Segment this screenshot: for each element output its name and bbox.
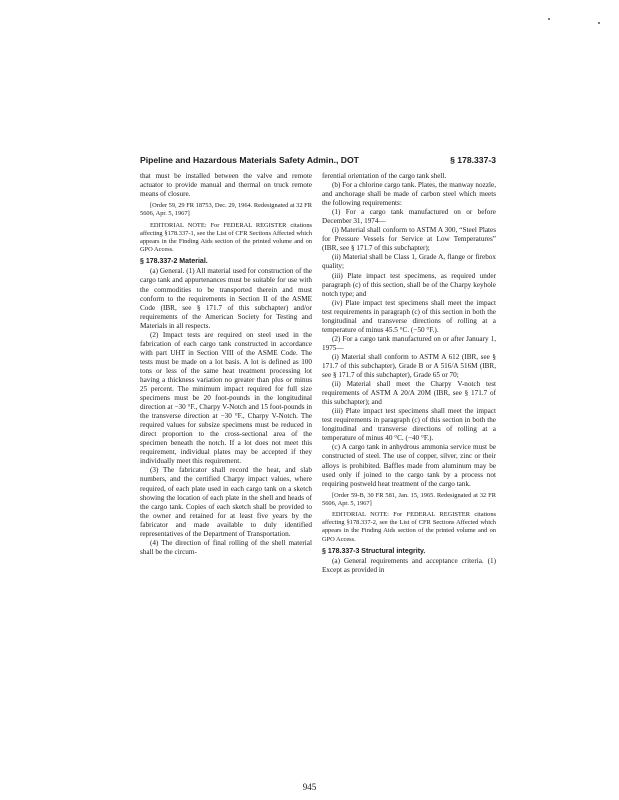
paragraph: (a) General. (1) All material used for construction of the cargo tank and appurtenances must be suitable for use with the commodities to be transported therein and must conform to the requirements in Section II of the ASME Code (IBR, see § 171.7 of this subchapter) and/or requirements of the American Society for Testing and Materials in all respects. bbox=[140, 267, 312, 330]
section-heading: § 178.337-3 Structural integrity. bbox=[322, 547, 426, 555]
right-text-column bbox=[322, 172, 496, 575]
scan-speck bbox=[548, 18, 550, 20]
paragraph: (iii) Plate impact test specimens, as required under paragraph (c) of this section, shall be of the Charpy keyhole notch type; and bbox=[322, 271, 496, 298]
paragraph: (1) For a cargo tank manufactured on or before December 31, 1974— bbox=[322, 208, 496, 226]
paragraph: (b) For a chlorine cargo tank. Plates, the manway nozzle, and anchorage shall be made of carbon steel which meets the following requirements: bbox=[322, 181, 496, 208]
paragraph: EDITORIAL NOTE: For FEDERAL REGISTER citations affecting §178.337-2, see the List of CFR Sections Affected which appears in the Finding Aids section of the printed volume and on GPO Access. bbox=[322, 511, 496, 543]
paragraph: (a) General requirements and acceptance criteria. (1) Except as provided in bbox=[322, 556, 496, 574]
paragraph: [Order 59-B, 30 FR 581, Jan. 15, 1965. Redesignated at 32 FR 5606, Apr. 5, 1967] bbox=[322, 491, 496, 507]
paragraph: (iv) Plate impact test specimens shall meet the impact test requirements in paragraph (c) of this section in both the longitudinal and transverse directions of rolling at a temperature of minus 45.5 °C. (−50 °F.). bbox=[322, 298, 496, 334]
paragraph: that must be installed between the valve and remote actuator to provide manual and thermal on truck remote means of closure. bbox=[140, 172, 312, 199]
paragraph: (4) The direction of final rolling of the shell material shall be the circum- bbox=[140, 538, 312, 556]
paragraph: (i) Material shall conform to ASTM A 612 (IBR, see § 171.7 of this subchapter), Grade B or A 516/A 516M (IBR, see § 171.7 of this subchapter), Grade 65 or 70; bbox=[322, 352, 496, 380]
paragraph: (iii) Plate impact test specimens shall meet the impact test requirements in paragraph (c) of this section in both the longitudinal and transverse directions of rolling at a temperature of minus 40 °C. (−40 °F.). bbox=[322, 407, 496, 443]
paragraph: (2) For a cargo tank manufactured on or after January 1, 1975— bbox=[322, 334, 496, 352]
left-text-column bbox=[140, 172, 312, 557]
paragraph: (2) Impact tests are required on steel used in the fabrication of each cargo tank constructed in accordance with part UHT in Section VIII of the ASME Code. The tests must be made on a lot basis. A lot is defined as 100 tons or less of the same heat treatment processing lot having a thickness variation no greater than plus or minus 25 percent. The minimum impact required for full size specimens must be 20 foot-pounds in the longitudinal direction at −30 °F., Charpy V-Notch and 15 foot-pounds in the transverse direction at −30 °F., Charpy V-Notch. The required values for subsize specimens must be reduced in direct proportion to the cross-sectional area of the specimen beneath the notch. If a lot does not meet this requirement, individual plates may be accepted if they individually meet this requirement. bbox=[140, 330, 312, 466]
paragraph: (ii) Material shall be Class 1, Grade A, flange or firebox quality; bbox=[322, 253, 496, 271]
running-header-title: Pipeline and Hazardous Materials Safety Admin., DOT bbox=[140, 155, 359, 165]
paragraph: EDITORIAL NOTE: For FEDERAL REGISTER citations affecting §178.337-1, see the List of CFR Sections Affected which appears in the Finding Aids section of the printed volume and on GPO Access. bbox=[140, 221, 312, 254]
paragraph: (c) A cargo tank in anhydrous ammonia service must be constructed of steel. The use of copper, silver, zinc or their alloys is prohibited. Baffles made from aluminum may be used only if joined to the cargo tank by a process not requiring postweld heat treatment of the cargo tank. bbox=[322, 443, 496, 488]
paragraph: ferential orientation of the cargo tank shell. bbox=[322, 172, 447, 180]
paragraph: (i) Material shall conform to ASTM A 300, “Steel Plates for Pressure Vessels for Service at Low Temperatures” (IBR, see § 171.7 of this subchapter); bbox=[322, 226, 496, 253]
scan-speck bbox=[598, 22, 600, 24]
paragraph: (ii) Material shall meet the Charpy V-notch test requirements of ASTM A 20/A 20M (IBR, see § 171.7 of this subchapter); and bbox=[322, 380, 496, 407]
section-heading: § 178.337-2 Material. bbox=[140, 258, 208, 266]
running-header bbox=[140, 155, 496, 167]
paragraph: [Order 59, 29 FR 18753, Dec. 29, 1964. Redesignated at 32 FR 5606, Apr. 5, 1967] bbox=[140, 202, 312, 218]
running-header-section: § 178.337-3 bbox=[450, 155, 496, 165]
page-number: 945 bbox=[302, 782, 317, 792]
paragraph: (3) The fabricator shall record the heat, and slab numbers, and the certified Charpy impact values, where required, of each plate used in each cargo tank on a sketch showing the location of each plate in the shell and heads of the cargo tank. Copies of each sketch shall be provided to the owner and retained for at least five years by the fabricator and made available to duly identified representatives of the Department of Transportation. bbox=[140, 466, 312, 538]
